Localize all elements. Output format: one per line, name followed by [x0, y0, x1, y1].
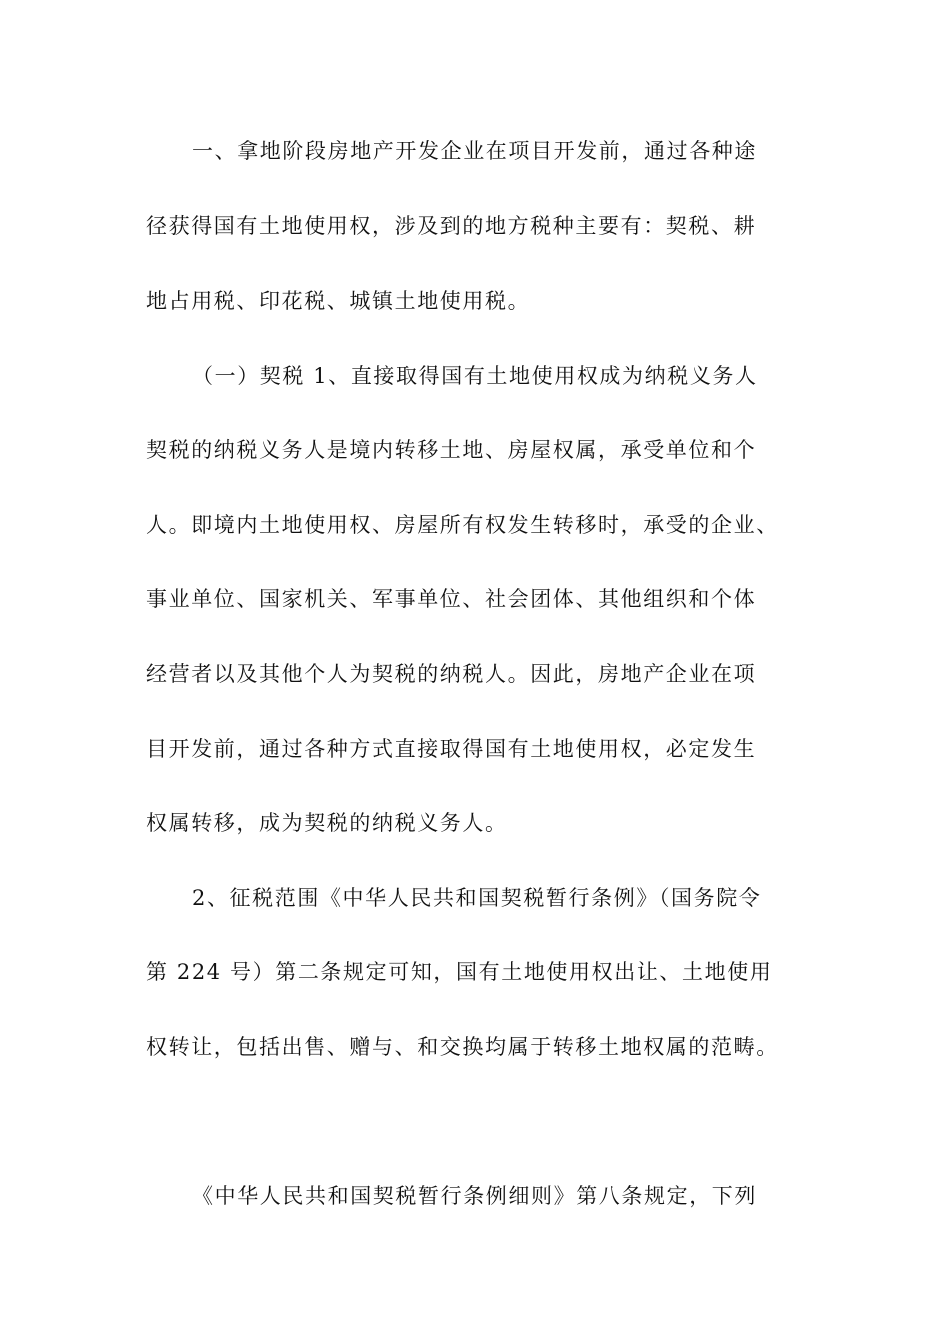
paragraph-line-10: 权属转移，成为契税的纳税义务人。 [146, 811, 508, 835]
paragraph-line-5: 契税的纳税义务人是境内转移土地、房屋权属，承受单位和个 [146, 438, 757, 462]
paragraph-line-3: 地占用税、印花税、城镇土地使用税。 [146, 289, 531, 313]
paragraph-line-2: 径获得国有土地使用权，涉及到的地方税种主要有：契税、耕 [146, 214, 757, 238]
paragraph-line-12: 第 224 号）第二条规定可知，国有土地使用权出让、土地使用 [146, 960, 773, 984]
paragraph-line-1: 一、拿地阶段房地产开发企业在项目开发前，通过各种途 [192, 139, 757, 163]
paragraph-line-4: （一）契税 1、直接取得国有土地使用权成为纳税义务人 [192, 364, 758, 388]
paragraph-line-6: 人。即境内土地使用权、房屋所有权发生转移时，承受的企业、 [146, 513, 779, 537]
paragraph-line-7: 事业单位、国家机关、军事单位、社会团体、其他组织和个体 [146, 587, 757, 611]
paragraph-line-8: 经营者以及其他个人为契税的纳税人。因此，房地产企业在项 [146, 662, 757, 686]
paragraph-line-9: 目开发前，通过各种方式直接取得国有土地使用权，必定发生 [146, 737, 757, 761]
paragraph-line-11: 2、征税范围《中华人民共和国契税暂行条例》（国务院令 [192, 886, 762, 910]
paragraph-line-13: 权转让，包括出售、赠与、和交换均属于转移土地权属的范畴。 [146, 1035, 779, 1059]
paragraph-line-14: 《中华人民共和国契税暂行条例细则》第八条规定，下列 [192, 1184, 757, 1208]
